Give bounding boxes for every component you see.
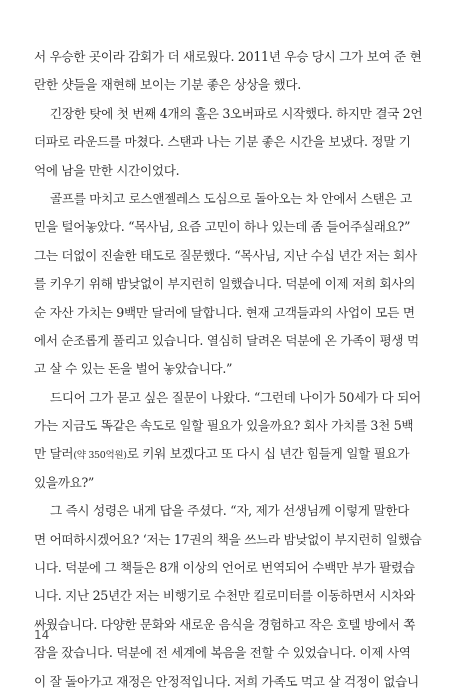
text-line xyxy=(34,412,436,440)
text-line xyxy=(34,384,436,412)
inline-note: (약 350억원) xyxy=(73,450,127,462)
text-line xyxy=(34,611,436,639)
text-line-content: 에서 순조롭게 풀리고 있습니다. 열심히 달려온 덕분에 온 가족이 평생 먹 xyxy=(34,332,419,348)
text-line xyxy=(34,71,436,99)
text-line xyxy=(34,43,436,71)
text-line xyxy=(34,213,436,241)
text-line-content: 잠을 잤습니다. 덕분에 전 세계에 복음을 전할 수 있었습니다. 이제 사역 xyxy=(34,645,411,661)
text-line-content: 더파로 라운드를 마쳤다. 스탠과 나는 기분 좋은 시간을 보냈다. 정말 기 xyxy=(34,134,411,150)
text-line-content: 이 잘 돌아가고 재정은 안정적입니다. 저희 가족도 먹고 살 걱정이 없습니 xyxy=(34,673,419,689)
text-line xyxy=(34,554,436,582)
text-line xyxy=(34,355,436,383)
text-line-content: 란한 샷들을 재현해 보이는 기분 좋은 상상을 했다. xyxy=(34,77,301,93)
text-line-content: 골프를 마치고 로스앤젤레스 도심으로 돌아오는 차 안에서 스탠은 고 xyxy=(50,190,412,206)
text-line xyxy=(34,327,436,355)
text-line-content: 순 자산 가치는 9백만 달러에 달합니다. 현재 고객들과의 사업이 모든 면 xyxy=(34,304,415,320)
text-line xyxy=(34,242,436,270)
text-line-content: 억에 남을 만한 시간이었다. xyxy=(34,162,180,178)
text-line xyxy=(34,270,436,298)
text-line-content: 긴장한 탓에 첫 번째 4개의 홀은 3오버파로 시작했다. 하지만 결국 2언 xyxy=(50,105,423,121)
text-line-content: 그 즉시 성령은 내게 답을 주셨다. “자, 제가 선생님께 이렇게 말한다 xyxy=(50,503,410,519)
text-line-content: 만 달러 xyxy=(34,446,74,462)
text-line xyxy=(34,299,436,327)
text-line xyxy=(34,157,436,185)
text-line xyxy=(34,128,436,156)
text-line xyxy=(34,469,436,497)
text-line-content: 그는 더없이 진솔한 태도로 질문했다. “목사님, 지난 수십 년간 저는 회사 xyxy=(34,247,417,263)
text-line-content: 가는 지금도 똑같은 속도로 일할 필요가 있을까요? 회사 가치를 3천 5백 xyxy=(34,418,414,434)
page-number: 14 xyxy=(34,628,50,642)
text-line-content: 민을 털어놓았다. “목사님, 요즘 고민이 하나 있는데 좀 들어주실래요?” xyxy=(34,219,411,235)
text-line-content: 서 우승한 곳이라 감회가 더 새로웠다. 2011년 우승 당시 그가 보여 준 현 xyxy=(34,49,422,64)
text-line-content: 니다. 덕분에 그 책들은 8개 이상의 언어로 번역되어 수백만 부가 팔렸습 xyxy=(34,560,415,576)
text-line-content: 있을까요?” xyxy=(34,474,95,490)
text-line-content: 면 어떠하시겠어요? ‘저는 17권의 책을 쓰느라 밤낮없이 부지런히 일했습 xyxy=(34,531,422,547)
text-line xyxy=(34,100,436,128)
text-line-content: 드디어 그가 묻고 싶은 질문이 나왔다. “그런데 나이가 50세가 다 되어 xyxy=(50,389,421,405)
text-line-content: 고 살 수 있는 돈을 벌어 놓았습니다.” xyxy=(34,361,233,377)
text-line xyxy=(34,185,436,213)
text-line-continuation: 로 키워 보겠다고 또 다시 십 년간 힘들게 일할 필요가 xyxy=(126,446,410,462)
text-line-content: 니다. 지난 25년간 저는 비행기로 수천만 킬로미터를 이동하면서 시차와 xyxy=(34,588,415,604)
text-line xyxy=(34,440,436,468)
text-line xyxy=(34,526,436,554)
text-line xyxy=(34,582,436,610)
body-text xyxy=(34,43,436,696)
text-line-content: 를 키우기 위해 밤낮없이 부지런히 일했습니다. 덕분에 이제 저희 회사의 xyxy=(34,276,416,292)
text-line xyxy=(34,668,436,696)
text-line xyxy=(34,639,436,667)
text-line xyxy=(34,497,436,525)
text-line-content: 싸웠습니다. 다양한 문화와 새로운 음식을 경험하고 작은 호텔 방에서 쪽 xyxy=(34,616,416,632)
